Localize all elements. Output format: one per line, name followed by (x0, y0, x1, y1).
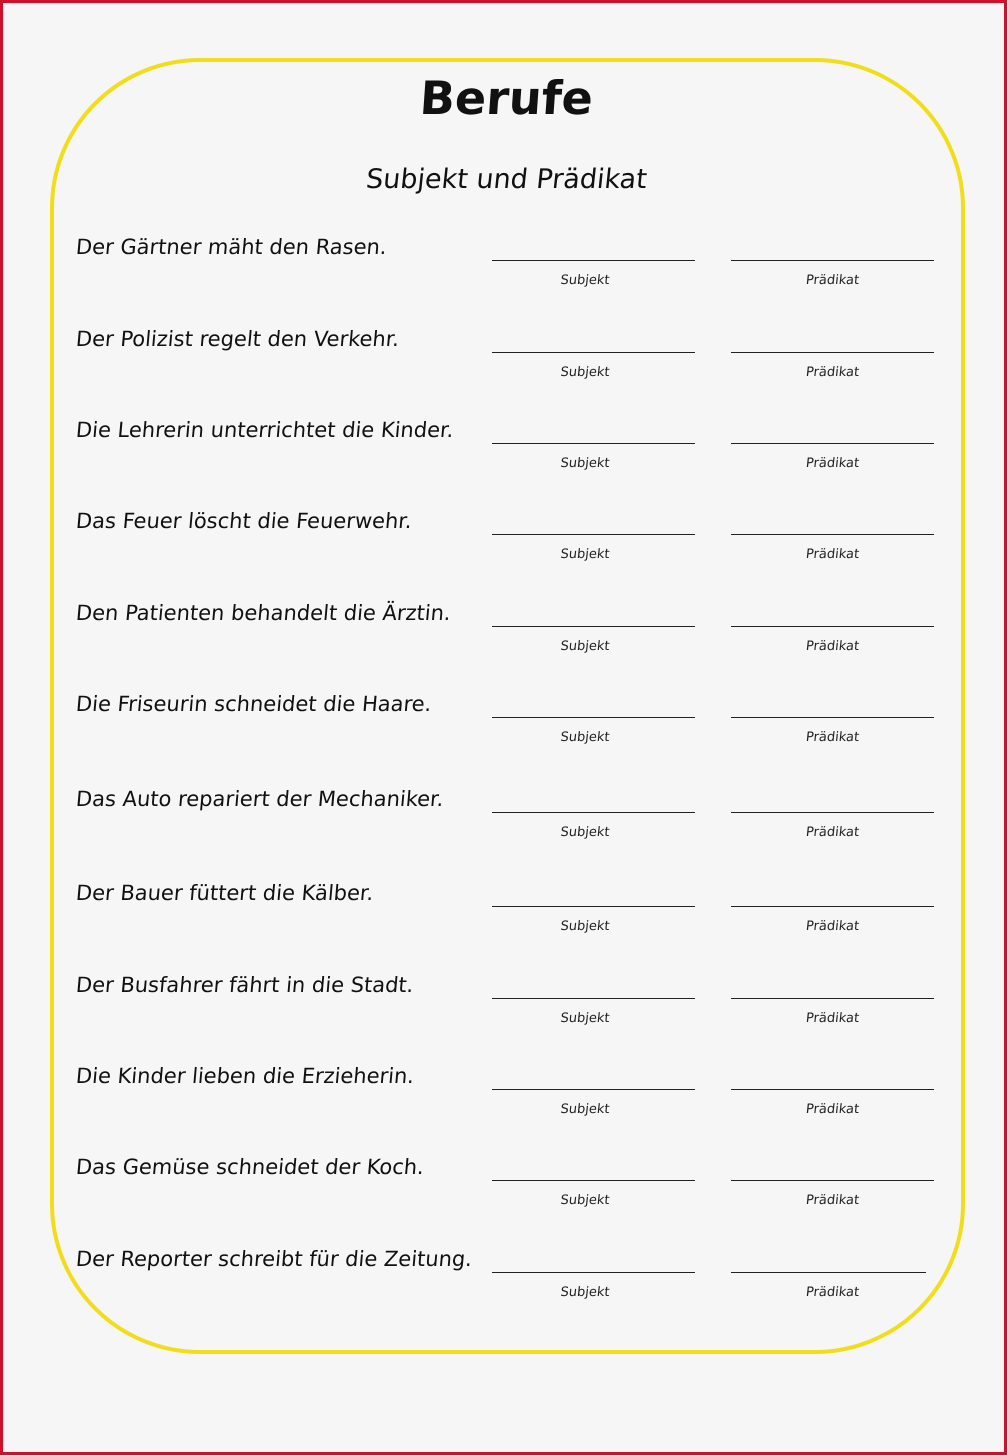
subject-answer-line[interactable] (492, 443, 695, 444)
predicate-answer-line[interactable] (731, 443, 934, 444)
exercise-row (3, 601, 1007, 671)
predicate-caption: Prädikat (805, 547, 860, 562)
subject-answer-line[interactable] (492, 626, 695, 627)
subject-caption: Subjekt (559, 547, 611, 562)
exercise-row (3, 235, 1007, 305)
predicate-answer-line[interactable] (731, 260, 934, 261)
sentence-text: Der Gärtner mäht den Rasen. (75, 235, 388, 259)
predicate-answer-line[interactable] (731, 1272, 926, 1273)
predicate-caption: Prädikat (805, 1011, 860, 1026)
exercise-row (3, 1155, 1007, 1225)
predicate-caption: Prädikat (805, 365, 860, 380)
subject-answer-line[interactable] (492, 717, 695, 718)
subject-answer-line[interactable] (492, 260, 695, 261)
sentence-text: Die Friseurin schneidet die Haare. (75, 692, 433, 716)
exercise-row (3, 692, 1007, 762)
exercise-row (3, 327, 1007, 397)
subject-caption: Subjekt (559, 365, 611, 380)
predicate-answer-line[interactable] (731, 1089, 934, 1090)
predicate-answer-line[interactable] (731, 717, 934, 718)
sentence-text: Die Lehrerin unterrichtet die Kinder. (75, 418, 455, 442)
predicate-answer-line[interactable] (731, 534, 934, 535)
predicate-answer-line[interactable] (731, 998, 934, 999)
subject-caption: Subjekt (559, 1285, 611, 1300)
predicate-caption: Prädikat (805, 273, 860, 288)
exercise-row (3, 1064, 1007, 1134)
subject-caption: Subjekt (559, 825, 611, 840)
subject-answer-line[interactable] (492, 1272, 695, 1273)
subject-caption: Subjekt (559, 1193, 611, 1208)
predicate-caption: Prädikat (805, 1102, 860, 1117)
subject-answer-line[interactable] (492, 906, 695, 907)
predicate-answer-line[interactable] (731, 626, 934, 627)
subject-caption: Subjekt (559, 456, 611, 471)
predicate-caption: Prädikat (805, 825, 860, 840)
sentence-text: Den Patienten behandelt die Ärztin. (75, 601, 452, 625)
subject-caption: Subjekt (559, 730, 611, 745)
subject-answer-line[interactable] (492, 998, 695, 999)
predicate-caption: Prädikat (805, 919, 860, 934)
sentence-text: Der Polizist regelt den Verkehr. (75, 327, 401, 351)
sentence-text: Der Busfahrer fährt in die Stadt. (75, 973, 415, 997)
predicate-answer-line[interactable] (731, 906, 934, 907)
sentence-text: Der Bauer füttert die Kälber. (75, 881, 375, 905)
exercise-row (3, 509, 1007, 579)
sentence-text: Das Gemüse schneidet der Koch. (75, 1155, 425, 1179)
exercise-row (3, 418, 1007, 488)
subject-answer-line[interactable] (492, 534, 695, 535)
exercise-row (3, 881, 1007, 951)
predicate-caption: Prädikat (805, 730, 860, 745)
worksheet-subtitle: Subjekt und Prädikat (364, 164, 649, 195)
subject-caption: Subjekt (559, 273, 611, 288)
exercise-row (3, 787, 1007, 857)
predicate-caption: Prädikat (805, 1285, 860, 1300)
worksheet-title: Berufe (418, 71, 595, 125)
sentence-text: Die Kinder lieben die Erzieherin. (75, 1064, 416, 1088)
subject-caption: Subjekt (559, 919, 611, 934)
predicate-answer-line[interactable] (731, 1180, 934, 1181)
predicate-answer-line[interactable] (731, 352, 934, 353)
exercise-row (3, 1247, 1007, 1317)
subject-caption: Subjekt (559, 639, 611, 654)
subject-caption: Subjekt (559, 1102, 611, 1117)
predicate-answer-line[interactable] (731, 812, 934, 813)
sentence-text: Das Feuer löscht die Feuerwehr. (75, 509, 413, 533)
sentence-text: Das Auto repariert der Mechaniker. (75, 787, 445, 811)
subject-caption: Subjekt (559, 1011, 611, 1026)
predicate-caption: Prädikat (805, 456, 860, 471)
subject-answer-line[interactable] (492, 1089, 695, 1090)
predicate-caption: Prädikat (805, 639, 860, 654)
predicate-caption: Prädikat (805, 1193, 860, 1208)
subject-answer-line[interactable] (492, 352, 695, 353)
exercise-row (3, 973, 1007, 1043)
subject-answer-line[interactable] (492, 812, 695, 813)
subject-answer-line[interactable] (492, 1180, 695, 1181)
sentence-text: Der Reporter schreibt für die Zeitung. (75, 1247, 474, 1271)
